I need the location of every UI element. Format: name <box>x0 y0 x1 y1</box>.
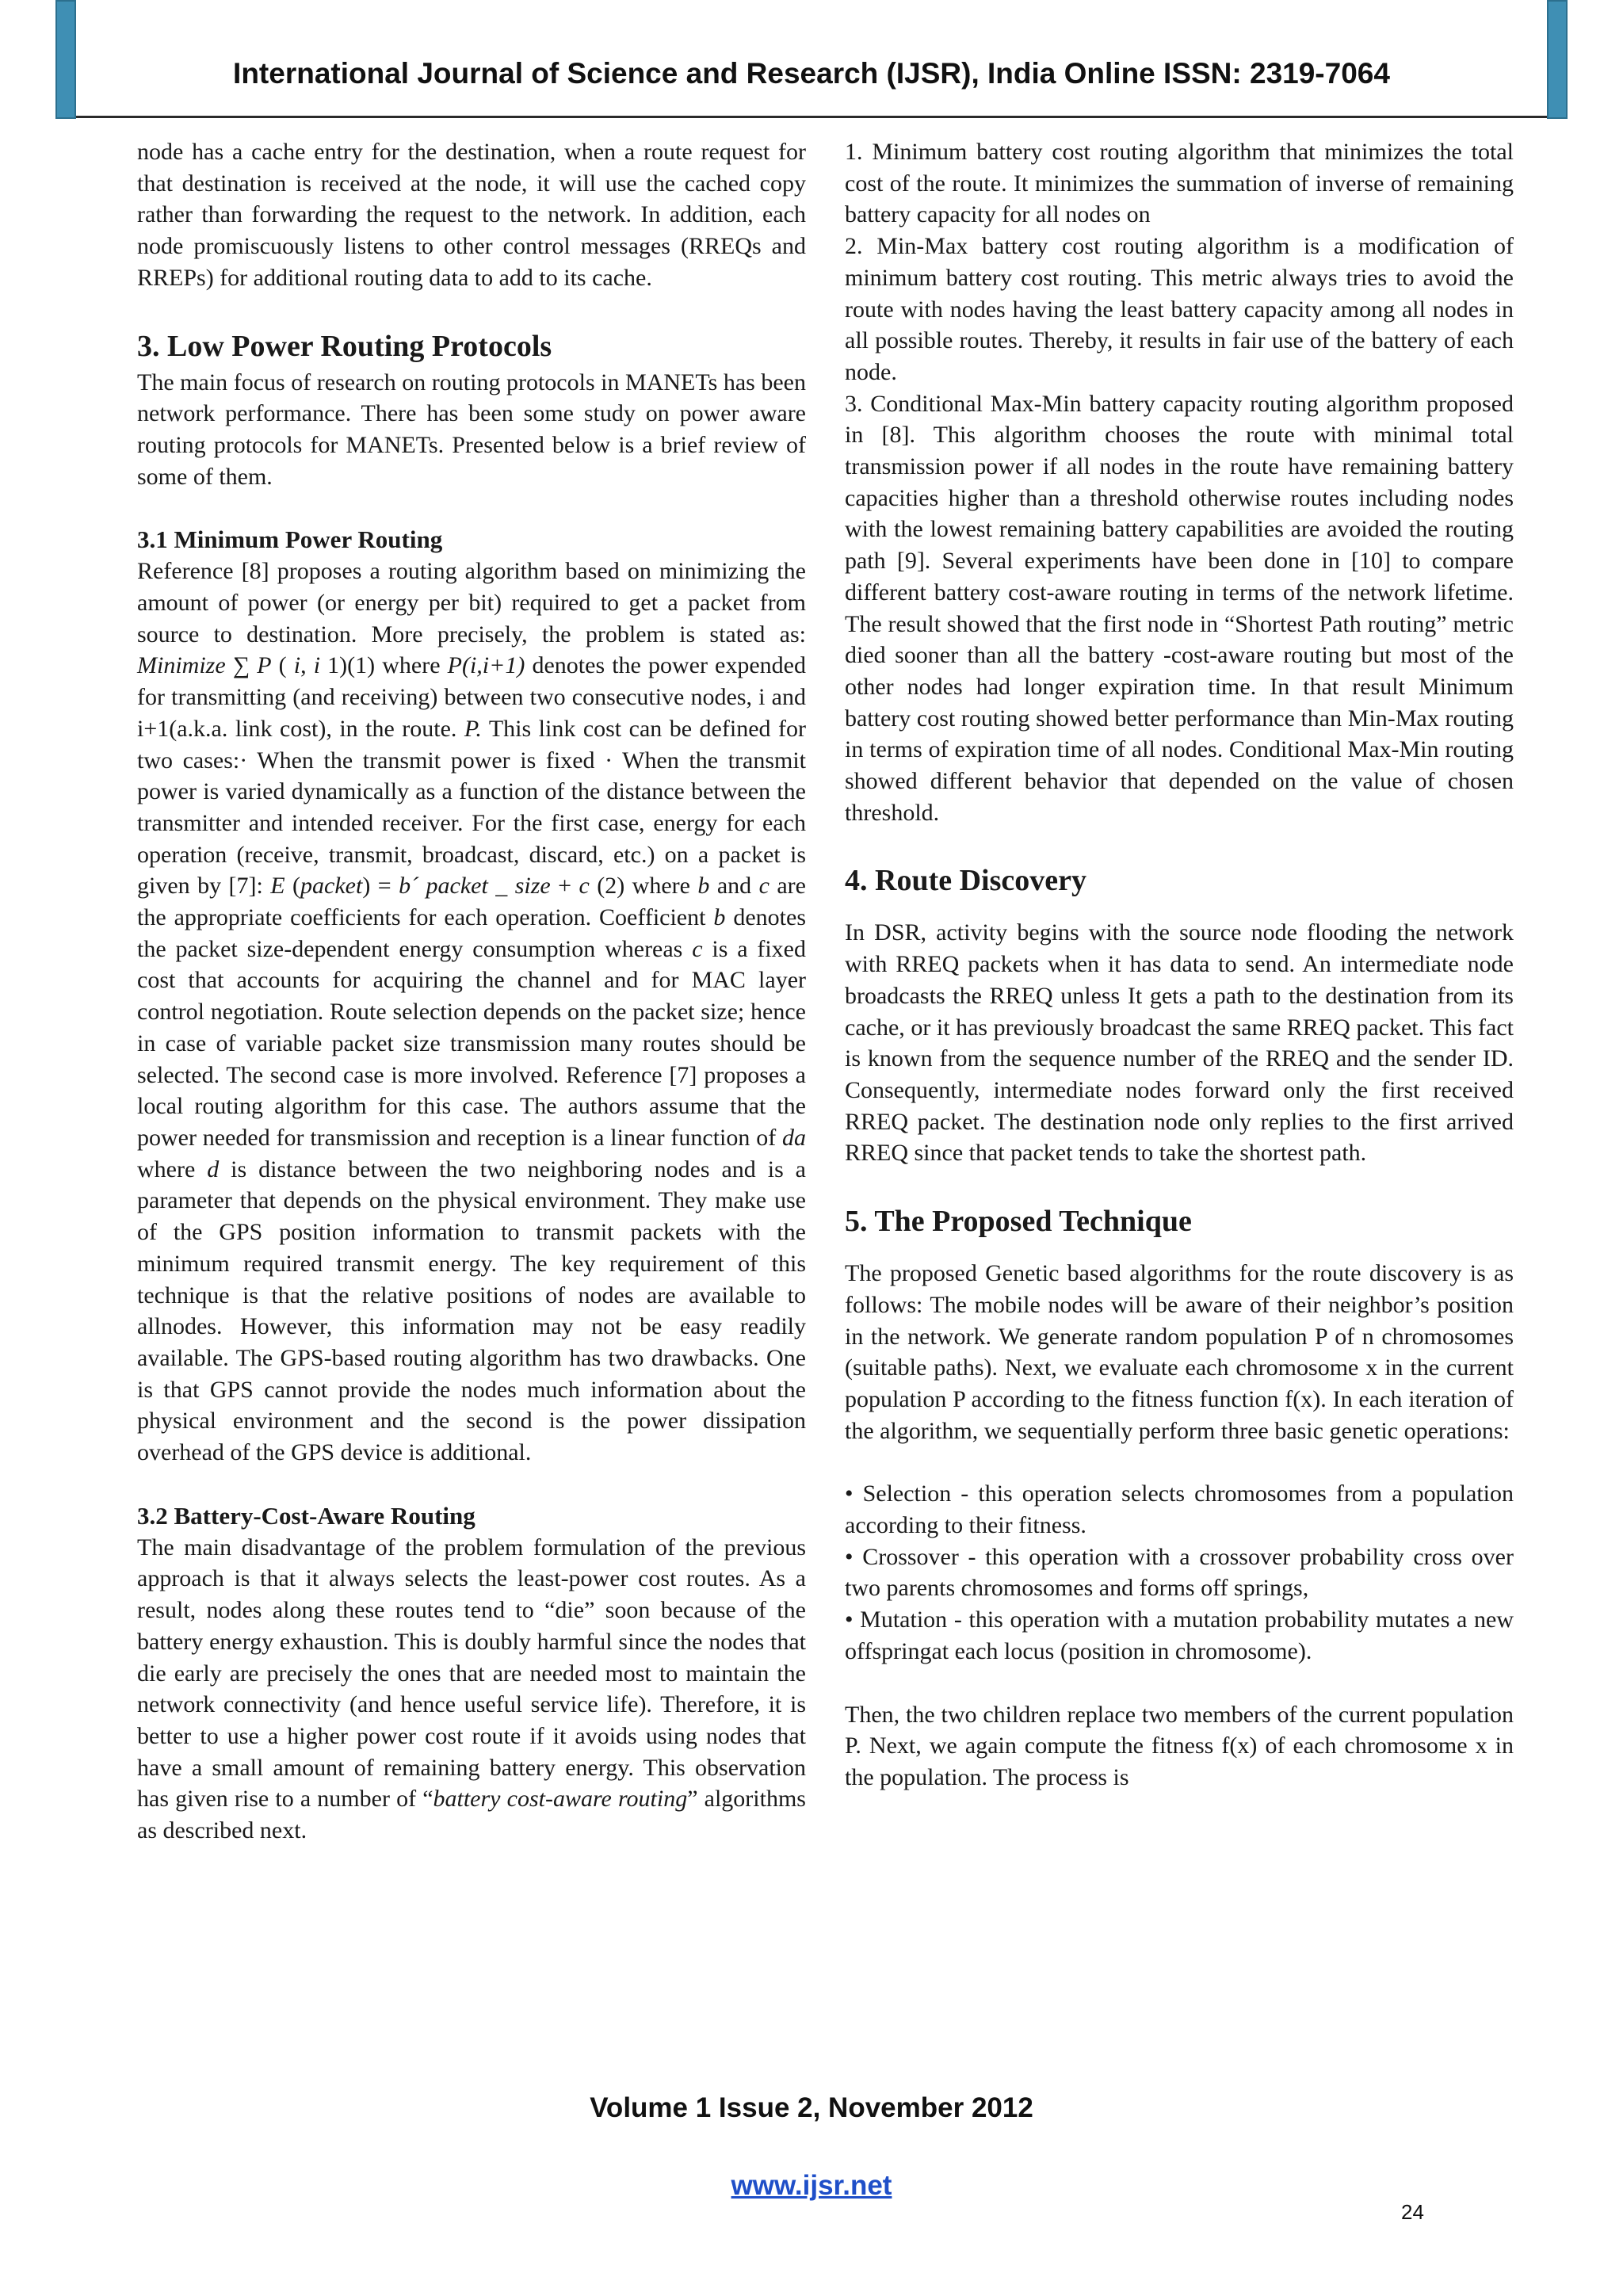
section-4-heading: 4. Route Discovery <box>845 864 1086 898</box>
intro-paragraph: node has a cache entry for the destination, when a route request for that destination is received at the node, it will use the cached copy rather than forwarding the request to the network. In addition, each node promiscuously listens to other control messages (RREQs and RREPs) for additional routing data to add to its cache. <box>137 139 806 291</box>
section-5-heading: 5. The Proposed Technique <box>845 1205 1192 1239</box>
list-item-3: 3. Conditional Max-Min battery capacity routing algorithm proposed in [8]. This algorithm chooses the route with minimal total transmission power if all nodes in the route have remaining battery capacities higher than a threshold otherwise routes including nodes with the lowest remaining battery capabilities are avoided the routing path [9]. Several experiments have been done in [10] to compare different battery cost-aware routing in terms of the network lifetime. The result showed that the first node in “Shortest Path routing” metric died sooner than all the battery -cost-aware routing but most of the other nodes had longer expiration time. In that result Minimum battery cost routing showed better performance than Min-Max routing in terms of expiration time of all nodes. Conditional Max-Min routing showed different behavior that depended on the value of chosen threshold. <box>845 390 1514 826</box>
closing-paragraph: Then, the two children replace two members of the current population P. Next, we again compute the fitness f(x) of each chromosome x in the population. The process is <box>845 1701 1514 1790</box>
subsection-3-2-heading: 3.2 Battery-Cost-Aware Routing <box>137 1501 475 1530</box>
subsection-3-1-paragraph: Reference [8] proposes a routing algorithm based on minimizing the amount of power (or energy per bit) required to get a packet from source to destination. More precisely, the problem is stated as: Minimize ∑ P ( i, i 1)(1) where P(i,i+1) denotes the power expended for transmitting (and receiving) between two consecutive nodes, i and i+1(a.k.a. link cost), in the route. P. This link cost can be defined for two cases:· When the transmit power is fixed · When the transmit power is varied dynamically as a function of the distance between the transmitter and intended receiver. For the first case, energy for each operation (receive, transmit, broadcast, discard, etc.) on a packet is given by [7]: E (packet) = b´ packet _ size + c (2) where b and c are the appropriate coefficients for each operation. Coefficient b denotes the packet size-dependent energy consumption whereas c is a fixed cost that accounts for acquiring the channel and for MAC layer control negotiation. Route selection depends on the packet size; hence in case of variable packet size transmission many routes should be selected. The second case is more involved. Reference [7] proposes a local routing algorithm for this case. The authors assume that the power needed for transmission and reception is a linear function of da where d is distance between the two neighboring nodes and is a parameter that depends on the physical environment. They make use of the GPS position information to transmit packets with the minimum required transmit energy. The key requirement of this technique is that the relative positions of nodes are available to allnodes. However, this information may not be easy readily available. The GPS-based routing algorithm has two drawbacks. One is that GPS cannot provide the nodes much information about the physical environment and the second is the power dissipation overhead of the GPS device is additional. <box>137 558 806 1466</box>
page-number: 24 <box>1401 2200 1424 2224</box>
footer-website-link[interactable]: www.ijsr.net <box>731 2170 892 2201</box>
list-item-2: 2. Min-Max battery cost routing algorithm is a modification of minimum battery cost routing. This metric always tries to avoid the route with nodes having the least battery capacity among all nodes in all possible routes. Thereby, it results in fair use of the battery of each node. <box>845 233 1514 385</box>
bullet-mutation: • Mutation - this operation with a mutation probability mutates a new offspringat each locus (position in chromosome). <box>845 1606 1514 1664</box>
section-4-paragraph: In DSR, activity begins with the source node flooding the network with RREQ packets when it has data to send. An intermediate node broadcasts the RREQ unless It gets a path to the destination from its cache, or it has previously broadcast the same RREQ packet. This fact is known from the sequence number of the RREQ and the sender ID. Consequently, intermediate nodes forward only the first received RREQ packet. The destination node only replies to the first arrived RREQ since that packet tends to take the shortest path. <box>845 919 1514 1167</box>
journal-header: International Journal of Science and Research (IJSR), India Online ISSN: 2319-7064 <box>233 57 1390 90</box>
subsection-3-1-heading: 3.1 Minimum Power Routing <box>137 525 443 554</box>
section-3-paragraph: The main focus of research on routing protocols in MANETs has been network performance. There has been some study on power aware routing protocols for MANETs. Presented below is a brief review of some of them. <box>137 369 806 490</box>
section-3-heading: 3. Low Power Routing Protocols <box>137 329 552 363</box>
header-rule <box>76 116 1547 118</box>
list-item-1: 1. Minimum battery cost routing algorithm that minimizes the total cost of the route. It minimizes the summation of inverse of remaining battery capacity for all nodes on <box>845 139 1514 228</box>
bullet-selection: • Selection - this operation selects chromosomes from a population according to their fitness. <box>845 1480 1514 1539</box>
subsection-3-2-paragraph: The main disadvantage of the problem formulation of the previous approach is that it always selects the least-power cost routes. As a result, nodes along these routes tend to “die” soon because of the battery energy exhaustion. This is doubly harmful since the nodes that die early are precisely the ones that are needed most to maintain the network connectivity (and hence useful service life). Therefore, it is better to use a higher power cost route if it avoids using nodes that have a small amount of remaining battery energy. This observation has given rise to a number of “battery cost-aware routing” algorithms as described next. <box>137 1534 806 1844</box>
footer-volume: Volume 1 Issue 2, November 2012 <box>590 2092 1033 2123</box>
left-column <box>137 136 806 1847</box>
right-column <box>845 136 1514 1794</box>
section-5-paragraph: The proposed Genetic based algorithms for the route discovery is as follows: The mobile nodes will be aware of their neighbor’s position in the network. We generate random population P of n chromosomes (suitable paths). Next, we evaluate each chromosome x in the current population P according to the fitness function f(x). In each iteration of the algorithm, we sequentially perform three basic genetic operations: <box>845 1260 1514 1444</box>
bullet-crossover: • Crossover - this operation with a crossover probability cross over two parents chromosomes and forms off springs, <box>845 1543 1514 1602</box>
